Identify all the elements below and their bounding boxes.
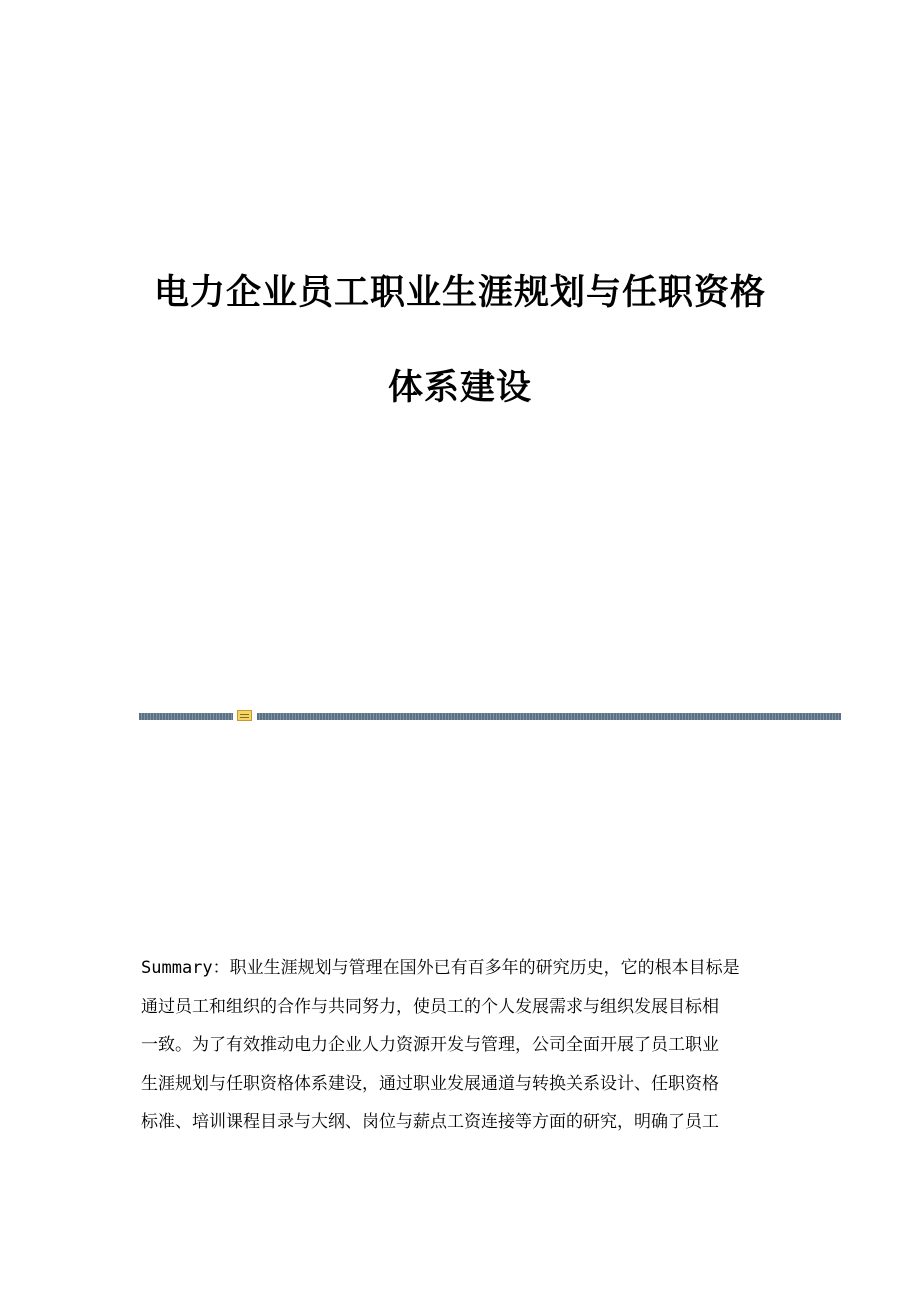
section-divider bbox=[139, 710, 841, 722]
summary-line-1: Summary：职业生涯规划与管理在国外已有百多年的研究历史，它的根本目标是 bbox=[141, 958, 740, 978]
divider-bar-right bbox=[257, 713, 841, 720]
summary-line-5: 标准、培训课程目录与大纲、岗位与薪点工资连接等方面的研究，明确了员工 bbox=[141, 1112, 719, 1133]
document-title-line-2: 体系建设 bbox=[387, 367, 532, 408]
divider-bar-left bbox=[139, 713, 233, 720]
document-title-line-1: 电力企业员工职业生涯规划与任职资格 bbox=[153, 272, 766, 313]
summary-line-3: 一致。为了有效推动电力企业人力资源开发与管理，公司全面开展了员工职业 bbox=[141, 1035, 719, 1056]
summary-line-4: 生涯规划与任职资格体系建设，通过职业发展通道与转换关系设计、任职资格 bbox=[141, 1073, 719, 1094]
summary-line-2: 通过员工和组织的合作与共同努力，使员工的个人发展需求与组织发展目标相 bbox=[141, 996, 719, 1017]
summary-paragraph bbox=[141, 949, 801, 1142]
divider-ornament-icon bbox=[237, 710, 252, 721]
